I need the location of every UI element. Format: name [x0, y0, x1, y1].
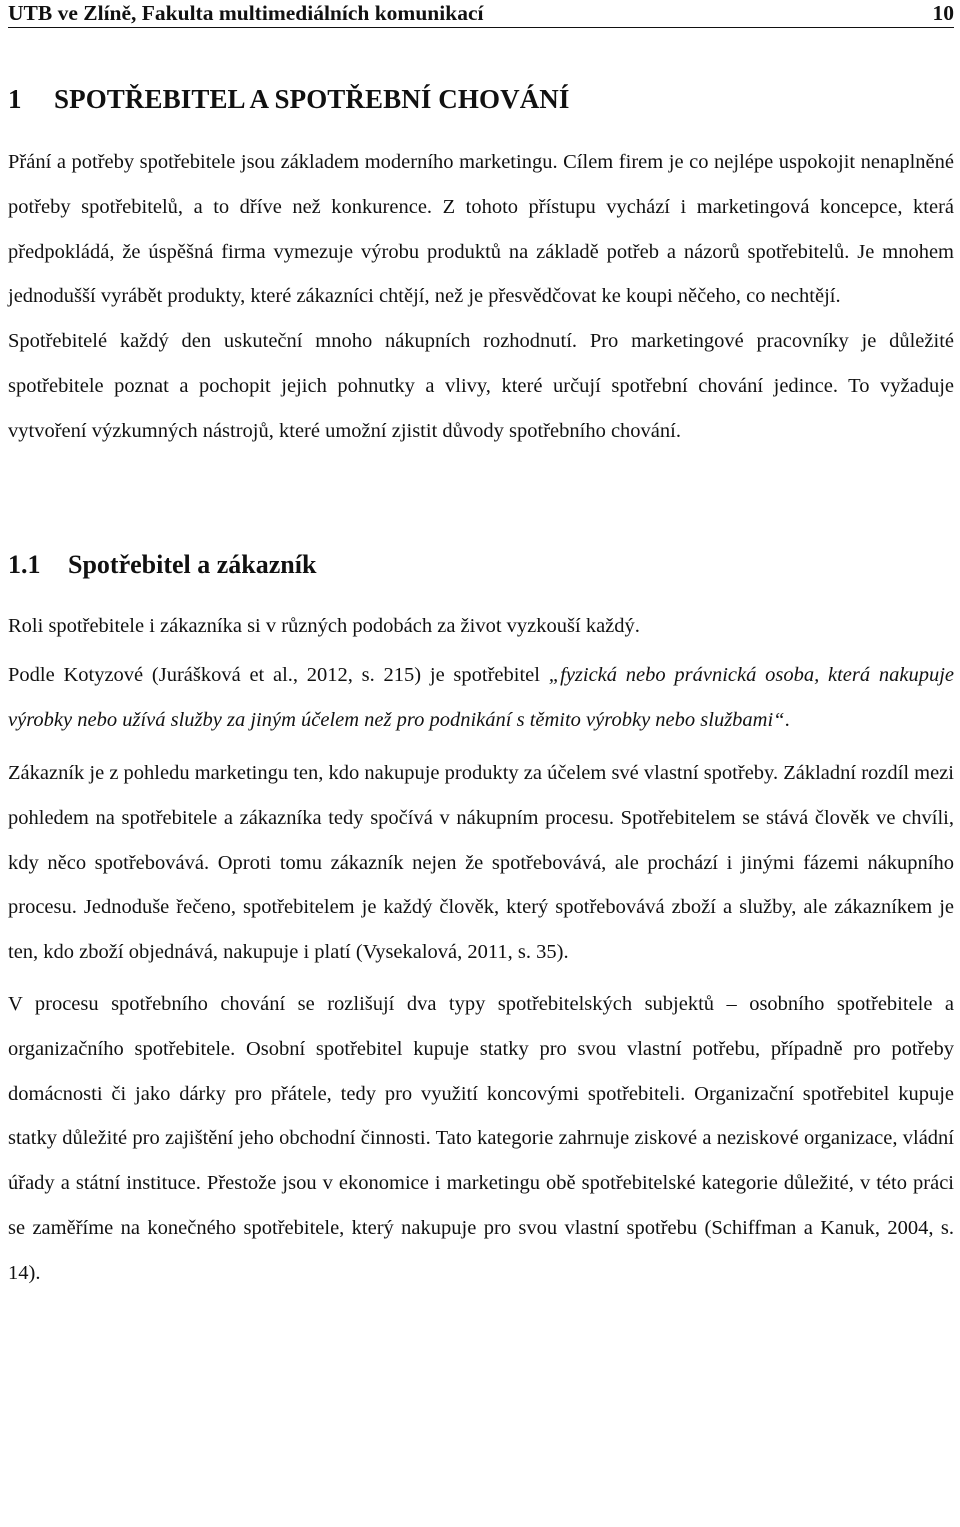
definition-lead: Podle Kotyzové (Jurášková et al., 2012, s. 215) je spotřebitel — [8, 664, 549, 687]
chapter-title: SPOTŘEBITEL A SPOTŘEBNÍ CHOVÁNÍ — [54, 84, 570, 114]
definition-tail: . — [784, 709, 790, 732]
document-page — [8, 0, 954, 1296]
section-heading — [8, 548, 954, 582]
intro-paragraph-2: Spotřebitelé každý den uskuteční mnoho nákupních rozhodnutí. Pro marketingové pracovníky je důležité spotřebitele poznat a pochopit jejich pohnutky a vlivy, které určují spotřební chování jedince. To vyžaduje vytvoření výzkumných nástrojů, které umožní zjistit důvody spotřebního chování. — [8, 330, 954, 442]
definition-quote: „fyzická nebo právnická osoba, která nakupuje výrobky nebo užívá služby za jiným účelem než pro podnikání s těmito výrobky nebo službami“ — [8, 664, 954, 732]
section-paragraph-1: Roli spotřebitele i zákazníka si v různých podobách za život vyzkouší každý. — [8, 614, 640, 637]
section-paragraph-2 — [8, 653, 954, 743]
running-header — [8, 0, 954, 28]
section-number: 1.1 — [8, 549, 41, 579]
intro-paragraph-1: Přání a potřeby spotřebitele jsou základem moderního marketingu. Cílem firem je co nejlépe uspokojit nenaplněné potřeby spotřebitelů, a to dříve než konkurence. Z tohoto přístupu vychází i marketingová koncepce, která předpokládá, že úspěšná firma vymezuje výrobu produktů na základě potřeb a názorů spotřebitelů. Je mnohem jednodušší vyrábět produkty, které zákazníci chtějí, než je přesvědčovat ke koupi něčeho, co nechtějí. — [8, 151, 954, 308]
chapter-heading — [8, 82, 954, 116]
section-title: Spotřebitel a zákazník — [68, 549, 317, 579]
chapter-number: 1 — [8, 84, 22, 114]
header-page-number: 10 — [932, 1, 954, 25]
header-institution: UTB ve Zlíně, Fakulta multimediálních komunikací — [8, 1, 484, 25]
section-paragraph-3: Zákazník je z pohledu marketingu ten, kdo nakupuje produkty za účelem své vlastní spotřeby. Základní rozdíl mezi pohledem na spotřebitele a zákazníka tedy spočívá v nákupním procesu. Spotřebitelem se stává člověk ve chvíli, kdy něco spotřebovává. Oproti tomu zákazník nejen že spotřebovává, ale prochází i jinými fázemi nákupního procesu. Jednoduše řečeno, spotřebitelem je každý člověk, který spotřebovává zboží a služby, ale zákazníkem je ten, kdo zboží objednává, nakupuje i platí (Vysekalová, 2011, s. 35). — [8, 761, 954, 964]
section-paragraph-4: V procesu spotřebního chování se rozlišují dva typy spotřebitelských subjektů – osobního spotřebitele a organizačního spotřebitele. Osobní spotřebitel kupuje statky pro svou vlastní potřebu, případně pro potřeby domácnosti či jako dárky pro přátele, tedy pro využití koncovými spotřebiteli. Organizační spotřebitel kupuje statky důležité pro zajištění jeho obchodní činnosti. Tato kategorie zahrnuje ziskové a neziskové organizace, vládní úřady a státní instituce. Přestože jsou v ekonomice i marketingu obě spotřebitelské kategorie důležité, v této práci se zaměříme na konečného spotřebitele, který nakupuje pro svou vlastní spotřebu (Schiffman a Kanuk, 2004, s. 14). — [8, 992, 954, 1284]
